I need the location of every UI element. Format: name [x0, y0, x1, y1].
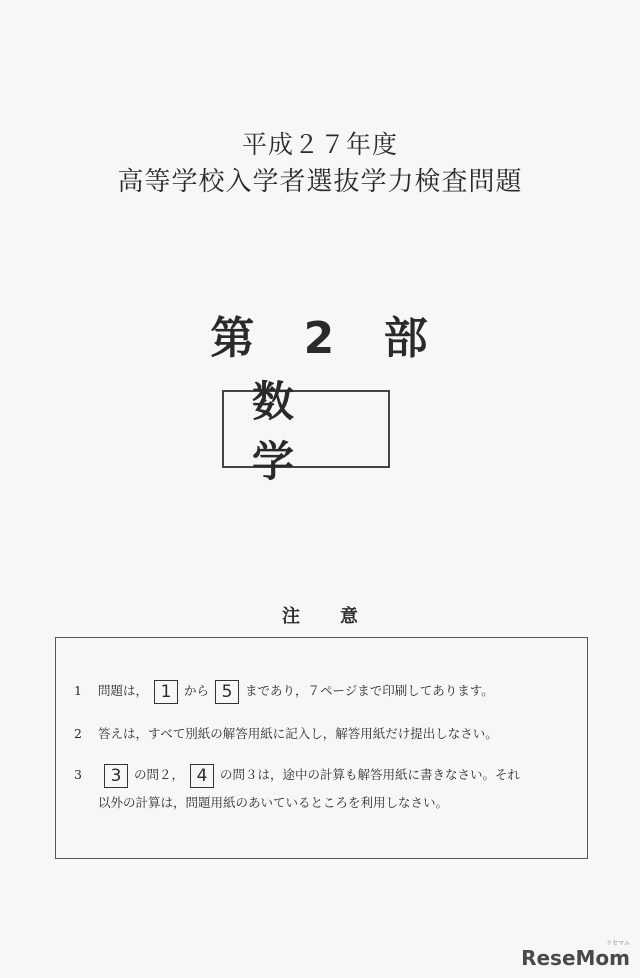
subject-label: 数学 — [252, 377, 323, 486]
notice-text: の問３は，途中の計算も解答用紙に書きなさい。それ — [220, 767, 521, 782]
logo-text: ReseMom — [521, 946, 630, 970]
question-number-box: 4 — [190, 764, 214, 788]
notice-item-number: 2 — [74, 726, 82, 741]
exam-header — [0, 128, 640, 200]
question-number-box: 3 — [104, 764, 128, 788]
question-number-box: 1 — [154, 680, 178, 704]
notice-item-2 — [74, 721, 575, 747]
exam-year: 平成２７年度 — [241, 130, 398, 159]
notice-text: の問２， — [134, 767, 185, 782]
notice-text-continued: 以外の計算は，問題用紙のあいているところを利用しなさい。 — [98, 795, 449, 810]
logo-subtext: リセマム — [606, 940, 630, 947]
notice-text: から — [184, 683, 210, 698]
subject-box — [222, 377, 390, 486]
exam-name: 高等学校入学者選抜学力検査問題 — [117, 167, 523, 197]
notice-item-number: 3 — [74, 767, 82, 782]
notice-item-3 — [74, 762, 575, 816]
notice-text: 問題は， — [98, 683, 149, 698]
notice-box — [55, 637, 588, 859]
notice-text: まであり，７ページまで印刷してあります。 — [245, 683, 494, 698]
notice-text: 答えは，すべて別紙の解答用紙に記入し，解答用紙だけ提出しなさい。 — [98, 726, 498, 741]
notice-item-1 — [74, 678, 575, 704]
question-number-box: 5 — [215, 680, 239, 704]
notice-item-number: 1 — [74, 683, 82, 698]
notice-heading: 注意 — [282, 606, 398, 627]
part-title: 第 2 部 — [210, 313, 430, 364]
resemom-logo — [521, 940, 630, 970]
